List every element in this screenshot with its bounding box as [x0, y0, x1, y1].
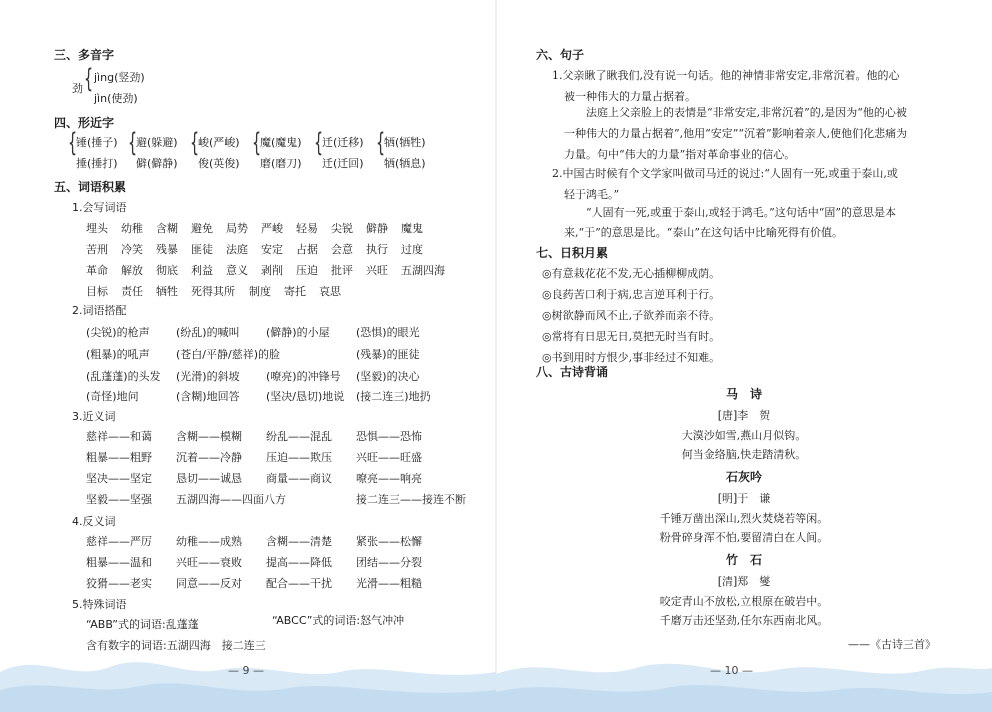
poem-title: 马 诗 — [725, 387, 762, 401]
proverb-line: ◎有意栽花花不发,无心插柳柳成荫。 — [542, 267, 721, 280]
similar-char-bottom: 磨(磨刀) — [260, 157, 302, 170]
antonym-item: 粗暴——温和 — [86, 556, 152, 569]
word-item: 执行 — [366, 243, 388, 256]
word-item: 残暴 — [156, 243, 178, 256]
synonym-item: 压迫——欺压 — [266, 451, 332, 464]
similar-char-top: 避(躲避) — [136, 136, 178, 149]
word-item: 兴旺 — [366, 264, 388, 277]
brace-icon: { — [252, 128, 262, 158]
similar-char-top: 魔(魔鬼) — [260, 136, 302, 149]
collocation-item: (恐惧)的眼光 — [356, 326, 420, 339]
sub-heading-4: 4.反义词 — [72, 515, 116, 528]
collocation-item: (苍白/平静/慈祥)的脸 — [176, 348, 280, 361]
collocation-item: (粗暴)的吼声 — [86, 348, 150, 361]
collocation-item: (奇怪)地问 — [86, 390, 139, 403]
poem-line: 大漠沙如雪,燕山月似钩。 — [681, 429, 807, 442]
antonym-item: 团结——分裂 — [356, 556, 422, 569]
synonym-item: 接二连三——接连不断 — [356, 493, 466, 506]
word-item: 苦刑 — [86, 243, 108, 256]
poem-line: 何当金络脑,快走踏清秋。 — [681, 448, 807, 461]
proverb-line: ◎树欲静而风不止,子欲养而亲不待。 — [542, 309, 721, 322]
word-item: 利益 — [191, 264, 213, 277]
word-item: 意义 — [226, 264, 248, 277]
poem-author: [明]于 谦 — [717, 492, 771, 505]
polyphone-reading-1: jìng(竖劲) — [94, 71, 145, 84]
synonym-item: 恳切——诚恳 — [176, 472, 242, 485]
sub-heading-3: 3.近义词 — [72, 410, 116, 423]
polyphone-char: 劲 — [72, 82, 83, 95]
page-number: — 10 — — [710, 664, 753, 677]
sentence-1-note-1: 法庭上父亲脸上的表情是“非常安定,非常沉着”的,是因为“他的心被 — [586, 106, 907, 119]
word-item: 寄托 — [284, 285, 306, 298]
collocation-item: (尖锐)的枪声 — [86, 326, 150, 339]
word-item: 压迫 — [296, 264, 318, 277]
brace-icon: { — [68, 128, 78, 158]
synonym-item: 兴旺——旺盛 — [356, 451, 422, 464]
similar-char-bottom: 僻(僻静) — [136, 157, 178, 170]
proverb-line: ◎常将有日思无日,莫把无时当有时。 — [542, 330, 721, 343]
collocation-item: (含糊)地回答 — [176, 390, 240, 403]
word-item: 轻易 — [296, 222, 318, 235]
synonym-item: 坚毅——坚强 — [86, 493, 152, 506]
right-page — [496, 0, 992, 712]
sub-heading-2: 2.词语搭配 — [72, 304, 127, 317]
word-item: 僻静 — [366, 222, 388, 235]
word-item: 会意 — [331, 243, 353, 256]
polyphone-reading-2: jìn(使劲) — [94, 92, 138, 105]
section-4-title: 四、形近字 — [54, 116, 115, 130]
sub-heading-1: 1.会写词语 — [72, 201, 127, 214]
brace-icon: { — [190, 128, 200, 158]
poem-line: 千锤万凿出深山,烈火焚烧若等闲。 — [659, 512, 829, 525]
word-item: 批评 — [331, 264, 353, 277]
similar-char-top: 锤(捶子) — [76, 136, 118, 149]
sentence-1-line-1: 1.父亲瞅了瞅我们,没有说一句话。他的神情非常安定,非常沉着。他的心 — [552, 69, 900, 82]
word-item: 占据 — [296, 243, 318, 256]
word-item: 死得其所 — [191, 285, 235, 298]
brace-icon: { — [128, 128, 138, 158]
word-item: 冷笑 — [121, 243, 143, 256]
word-item: 责任 — [121, 285, 143, 298]
word-item: 匪徒 — [191, 243, 213, 256]
similar-char-bottom: 俊(英俊) — [198, 157, 240, 170]
sentence-2-note-2: 来,“于”的意思是比。“泰山”在这句话中比喻死得有价值。 — [564, 226, 843, 239]
antonym-item: 紧张——松懈 — [356, 535, 422, 548]
synonym-item: 纷乱——混乱 — [266, 430, 332, 443]
word-item: 剥削 — [261, 264, 283, 277]
special-words-abb: “ABB”式的词语:乱蓬蓬 — [86, 618, 199, 631]
synonym-item: 坚决——坚定 — [86, 472, 152, 485]
similar-char-top: 迁(迁移) — [322, 136, 364, 149]
section-7-title: 七、日积月累 — [536, 246, 609, 260]
poem-author: [唐]李 贺 — [717, 409, 771, 422]
word-item: 幼稚 — [121, 222, 143, 235]
similar-char-top: 牺(牺牲) — [384, 136, 426, 149]
sky-decoration — [496, 642, 992, 712]
word-item: 避免 — [191, 222, 213, 235]
similar-char-bottom: 迁(迁回) — [322, 157, 364, 170]
synonym-item: 粗暴——粗野 — [86, 451, 152, 464]
word-item: 过度 — [401, 243, 423, 256]
collocation-item: (纷乱)的喊叫 — [176, 326, 240, 339]
word-item: 严峻 — [261, 222, 283, 235]
sky-decoration — [0, 642, 496, 712]
collocation-item: (残暴)的匪徒 — [356, 348, 420, 361]
word-item: 尖锐 — [331, 222, 353, 235]
synonym-item: 嘹亮——响亮 — [356, 472, 422, 485]
poem-line: 粉骨碎身浑不怕,要留清白在人间。 — [659, 531, 829, 544]
word-item: 制度 — [249, 285, 271, 298]
collocation-item: (嘹亮)的冲锋号 — [266, 370, 341, 383]
word-item: 革命 — [86, 264, 108, 277]
poem-source: ——《古诗三首》 — [848, 638, 936, 651]
word-item: 含糊 — [156, 222, 178, 235]
synonym-item: 含糊——模糊 — [176, 430, 242, 443]
similar-char-top: 峻(严峻) — [198, 136, 240, 149]
sentence-2-line-2: 轻于鸿毛。” — [564, 188, 620, 201]
collocation-item: (坚决/恳切)地说 — [266, 390, 345, 403]
special-words-abcc: “ABCC”式的词语:怒气冲冲 — [272, 614, 405, 627]
poem-line: 千磨万击还坚劲,任尔东西南北风。 — [659, 614, 829, 627]
brace-icon: { — [314, 128, 324, 158]
sentence-1-note-2: 一种伟大的力量占据着”,他用“安定”“沉着”影响着亲人,使他们化悲痛为 — [564, 127, 908, 140]
poem-title: 竹 石 — [725, 553, 762, 567]
proverb-line: ◎良药苦口利于病,忠言逆耳利于行。 — [542, 288, 721, 301]
poem-title: 石灰吟 — [725, 470, 762, 484]
synonym-item: 慈祥——和蔼 — [86, 430, 152, 443]
sub-heading-5: 5.特殊词语 — [72, 598, 127, 611]
sentence-2-line-1: 2.中国古时候有个文学家叫做司马迁的说过:“人固有一死,或重于泰山,或 — [552, 167, 898, 180]
word-item: 哀思 — [319, 285, 341, 298]
proverb-line: ◎书到用时方恨少,事非经过不知难。 — [542, 351, 721, 364]
poem-author: [清]郑 燮 — [717, 575, 771, 588]
sentence-2-note-1: “人固有一死,或重于泰山,或轻于鸿毛。”这句话中“固”的意思是本 — [586, 206, 896, 219]
antonym-item: 兴旺——衰败 — [176, 556, 242, 569]
sentence-1-line-2: 被一种伟大的力量占据着。 — [564, 90, 696, 103]
antonym-item: 配合——干扰 — [266, 577, 332, 590]
collocation-item: (接二连三)地扔 — [356, 390, 431, 403]
collocation-item: (乱蓬蓬)的头发 — [86, 370, 161, 383]
antonym-item: 同意——反对 — [176, 577, 242, 590]
antonym-item: 幼稚——成熟 — [176, 535, 242, 548]
synonym-item: 商量——商议 — [266, 472, 332, 485]
word-item: 魔鬼 — [401, 222, 423, 235]
word-item: 埋头 — [86, 222, 108, 235]
similar-char-bottom: 牺(牺息) — [384, 157, 426, 170]
word-item: 解放 — [121, 264, 143, 277]
word-item: 彻底 — [156, 264, 178, 277]
section-3-title: 三、多音字 — [54, 48, 115, 62]
antonym-item: 光滑——粗糙 — [356, 577, 422, 590]
antonym-item: 狡猾——老实 — [86, 577, 152, 590]
word-item: 五湖四海 — [401, 264, 445, 277]
synonym-item: 沉着——冷静 — [176, 451, 242, 464]
section-6-title: 六、句子 — [536, 48, 585, 62]
antonym-item: 提高——降低 — [266, 556, 332, 569]
synonym-item: 五湖四海——四面八方 — [176, 493, 286, 506]
antonym-item: 慈祥——严厉 — [86, 535, 152, 548]
collocation-item: (光滑)的斜坡 — [176, 370, 240, 383]
page-number: — 9 — — [228, 664, 264, 677]
collocation-item: (坚毅)的决心 — [356, 370, 420, 383]
word-item: 局势 — [226, 222, 248, 235]
collocation-item: (僻静)的小屋 — [266, 326, 330, 339]
antonym-item: 含糊——清楚 — [266, 535, 332, 548]
synonym-item: 恐惧——恐怖 — [356, 430, 422, 443]
section-5-title: 五、词语积累 — [54, 180, 127, 194]
brace-icon: { — [84, 64, 94, 94]
word-item: 法庭 — [226, 243, 248, 256]
word-item: 牺牲 — [156, 285, 178, 298]
special-words-number: 含有数字的词语:五湖四海 接二连三 — [86, 639, 266, 652]
similar-char-bottom: 捶(捶打) — [76, 157, 118, 170]
word-item: 安定 — [261, 243, 283, 256]
brace-icon: { — [376, 128, 386, 158]
poem-line: 咬定青山不放松,立根原在破岩中。 — [659, 595, 829, 608]
section-8-title: 八、古诗背诵 — [536, 365, 609, 379]
sentence-1-note-3: 力量。句中“伟大的力量”指对革命事业的信心。 — [564, 148, 796, 161]
word-item: 目标 — [86, 285, 108, 298]
